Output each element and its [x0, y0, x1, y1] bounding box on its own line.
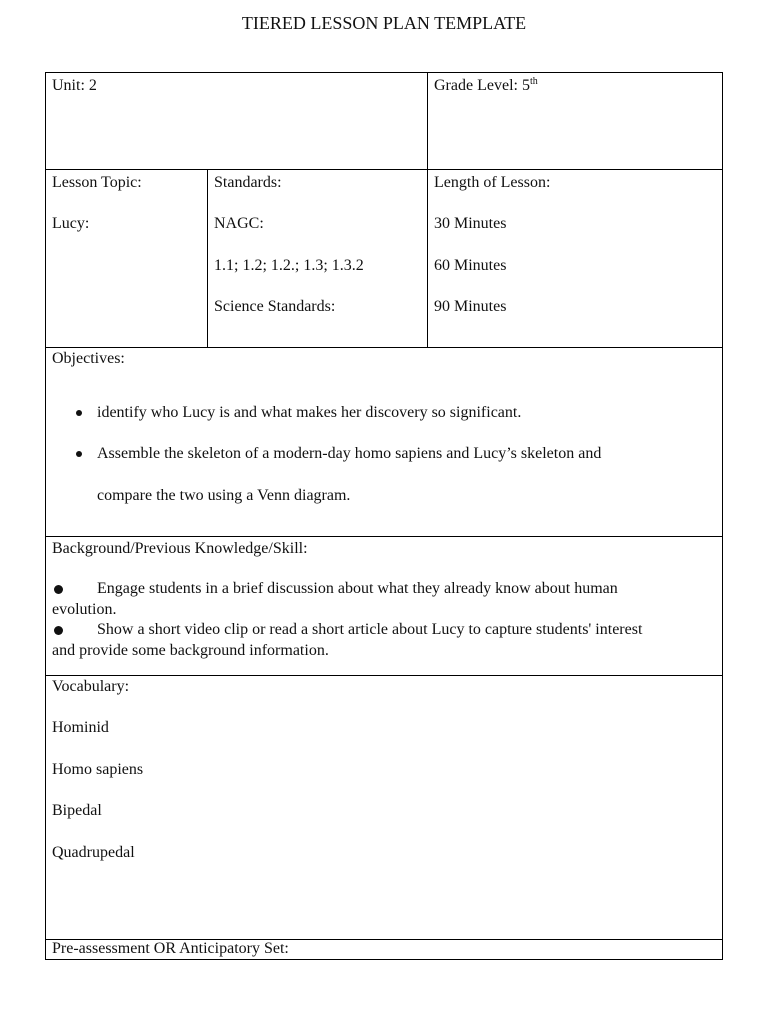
page-title: TIERED LESSON PLAN TEMPLATE: [241, 13, 527, 33]
grade-text: Grade Level: 5: [434, 77, 530, 94]
grade-label: [434, 76, 538, 96]
objective-bullet: [76, 410, 82, 416]
objective-bullet: [76, 451, 82, 457]
background-item-text: evolution.: [52, 600, 117, 618]
objective-item: identify who Lucy is and what makes her discovery so significant.: [97, 404, 522, 421]
grade-cell: [427, 72, 723, 170]
background-item-text: Engage students in a brief discussion about what they already know about human: [97, 580, 618, 597]
objectives-cell: [45, 347, 723, 537]
vocabulary-term: Hominid: [52, 719, 109, 736]
standards-label: Standards:: [214, 174, 282, 191]
topic-value: Lucy:: [52, 215, 90, 232]
unit-label: Unit: 2: [52, 77, 97, 94]
standards-nagc: NAGC:: [214, 215, 264, 232]
background-item-text: Show a short video clip or read a short article about Lucy to capture students' interest: [97, 621, 643, 638]
grade-superscript: th: [529, 76, 538, 87]
background-item: [52, 620, 712, 661]
objectives-label: Objectives:: [52, 350, 125, 367]
topic-cell: [45, 169, 208, 348]
vocabulary-term: Bipedal: [52, 802, 102, 819]
background-item: [52, 579, 712, 620]
topic-label: Lesson Topic:: [52, 174, 142, 191]
standards-science: Science Standards:: [214, 298, 336, 315]
length-option: 90 Minutes: [434, 298, 507, 315]
background-item-text: and provide some background information.: [52, 641, 329, 659]
vocabulary-term: Homo sapiens: [52, 761, 144, 778]
vocabulary-term: Quadrupedal: [52, 844, 135, 861]
vocabulary-cell: [45, 675, 723, 940]
objective-item-continued: compare the two using a Venn diagram.: [97, 487, 351, 504]
length-cell: [427, 169, 723, 348]
preassessment-label: Pre-assessment OR Anticipatory Set:: [52, 940, 289, 957]
standards-cell: [207, 169, 428, 348]
objective-item: Assemble the skeleton of a modern-day homo sapiens and Lucy’s skeleton and: [97, 445, 602, 462]
standards-codes: 1.1; 1.2; 1.2.; 1.3; 1.3.2: [214, 257, 364, 274]
background-label: Background/Previous Knowledge/Skill:: [52, 540, 308, 557]
length-label: Length of Lesson:: [434, 174, 551, 191]
vocabulary-label: Vocabulary:: [52, 678, 130, 695]
unit-cell: [45, 72, 428, 170]
length-option: 30 Minutes: [434, 215, 507, 232]
length-option: 60 Minutes: [434, 257, 507, 274]
